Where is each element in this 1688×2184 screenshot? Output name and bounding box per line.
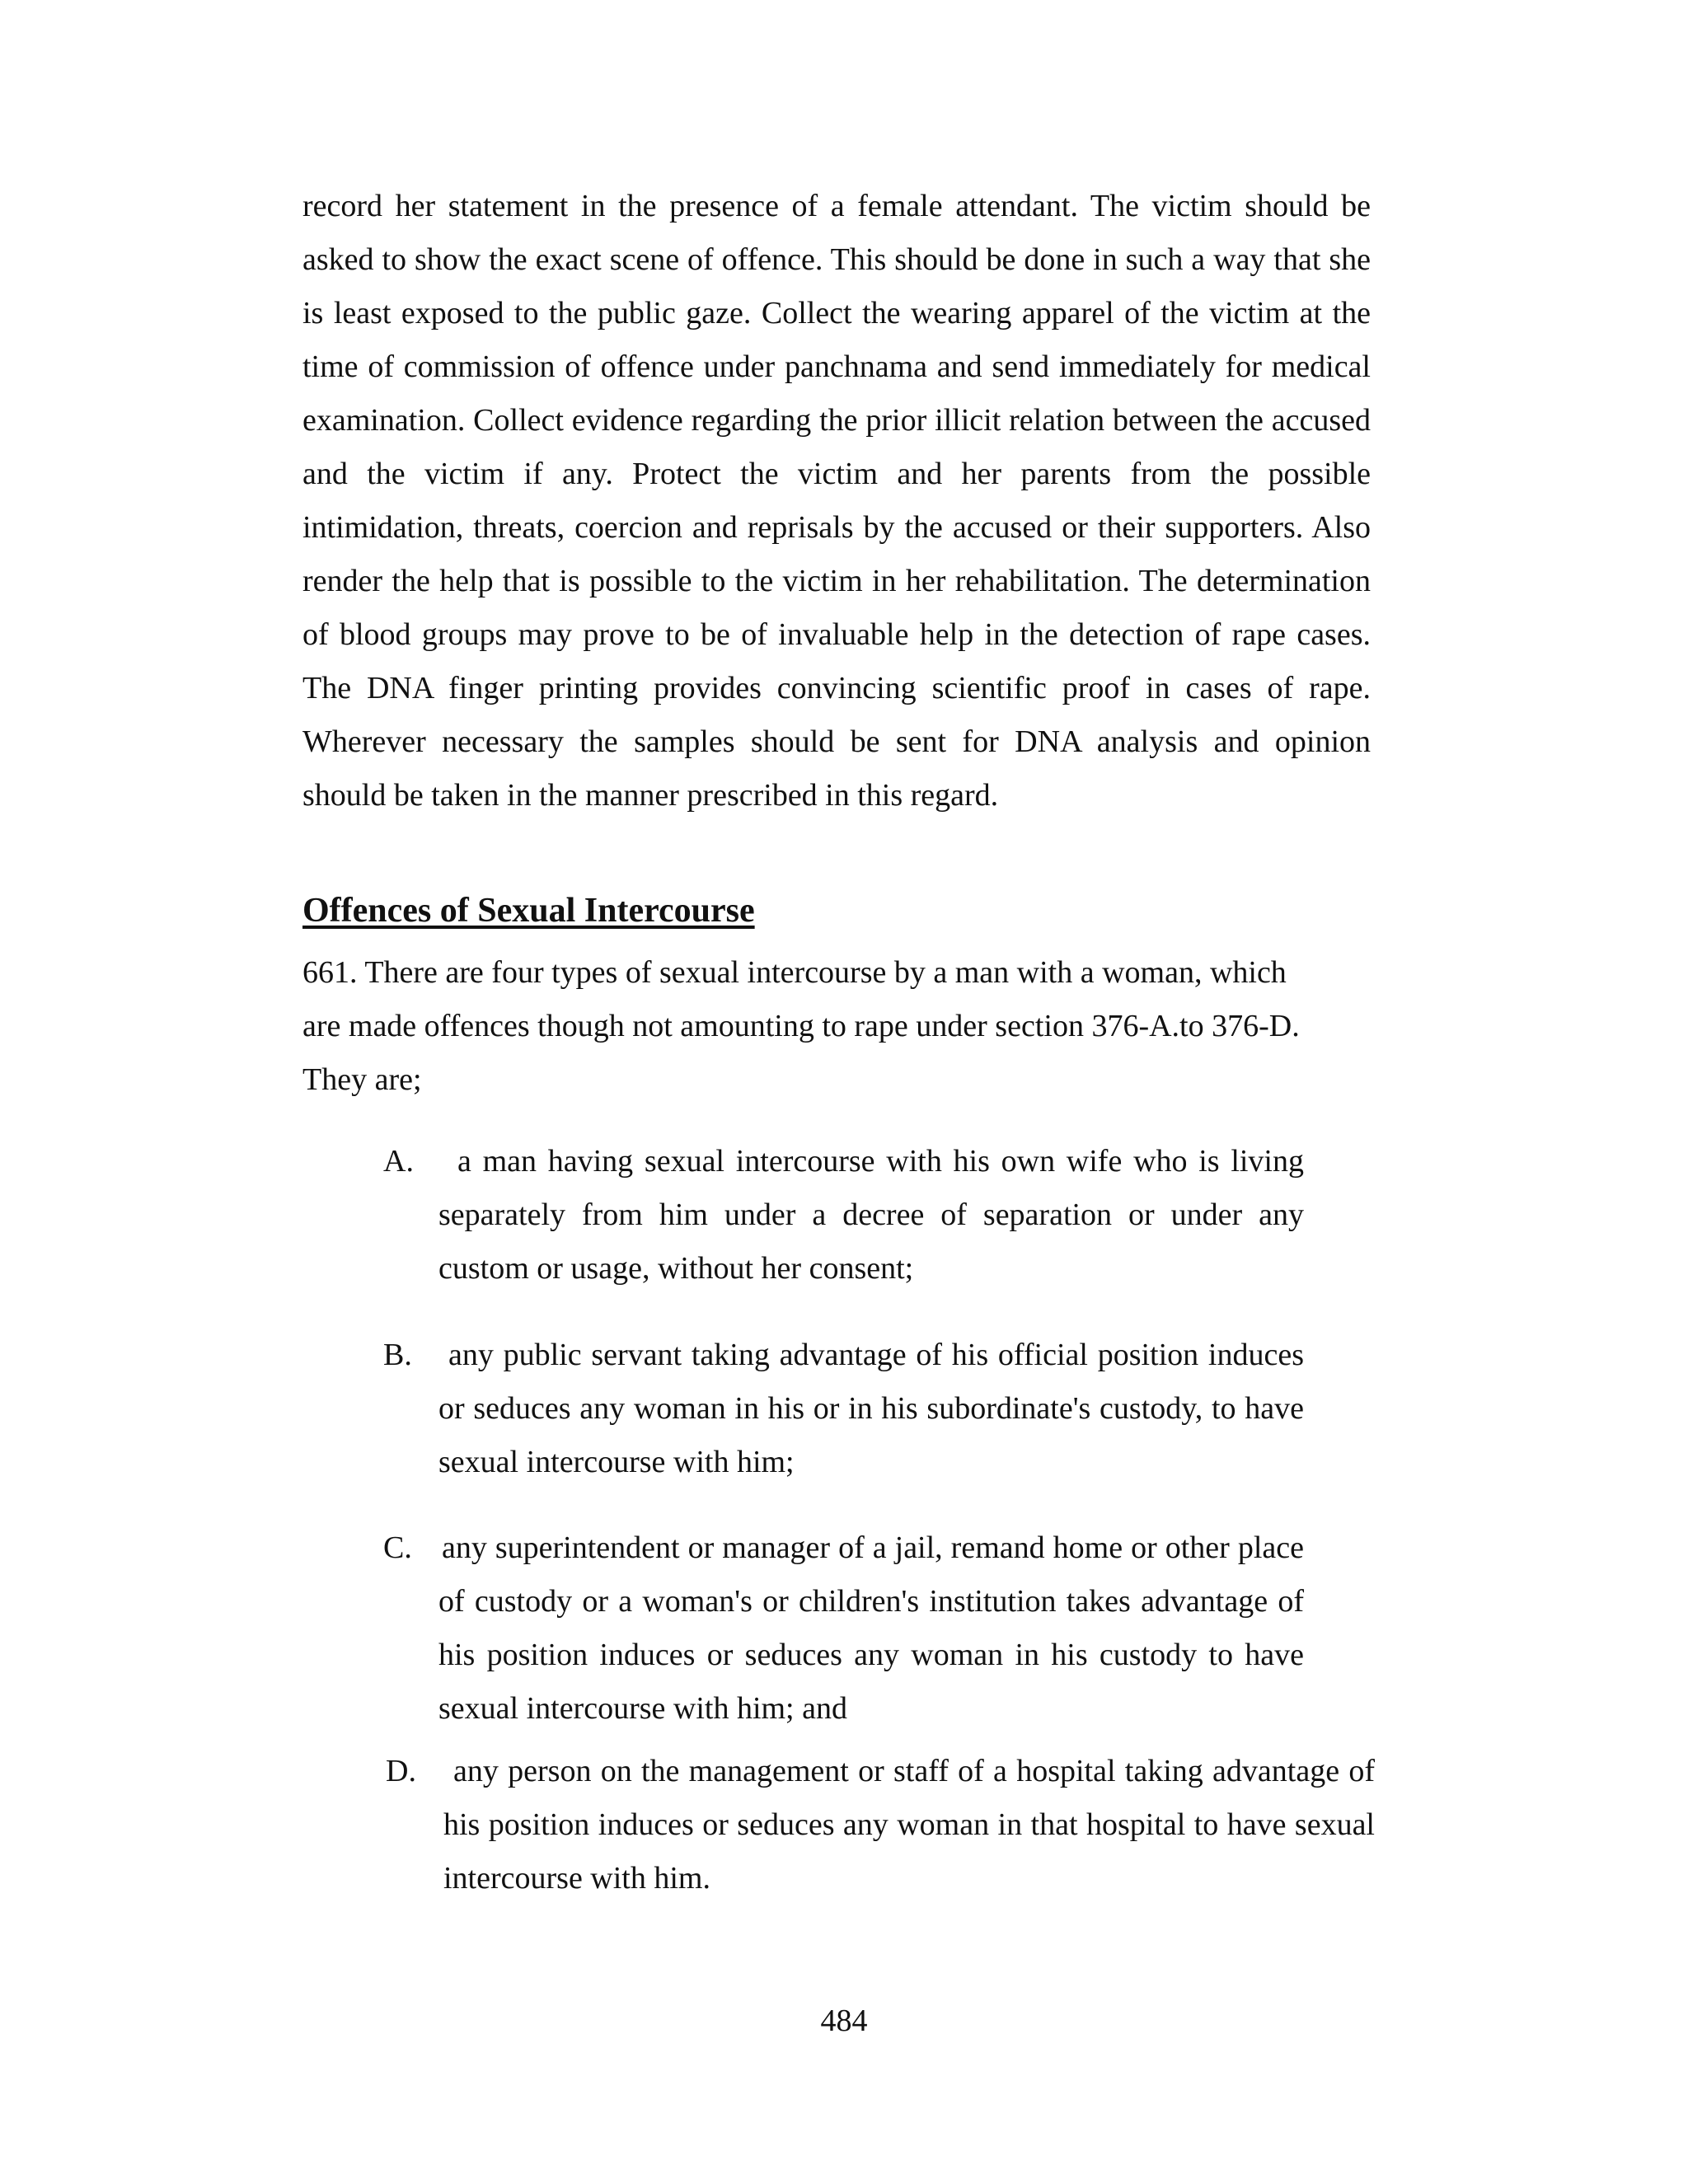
- list-item-b: [383, 1329, 1306, 1493]
- list-item-text: a man having sexual intercourse with his own wife who is living separately from him under a decree of separation or under any custom or usage, without her consent;: [438, 1144, 1304, 1286]
- page-number: 484: [820, 2004, 868, 2038]
- list-item-text: any superintendent or manager of a jail, remand home or other place of custody or a woman's or children's institution takes advantage of his position induces or seduces any woman in his custody to have sexual intercourse with him; and: [438, 1530, 1304, 1726]
- list-marker: C.: [383, 1530, 412, 1565]
- list-marker: A.: [383, 1144, 414, 1179]
- section-heading: Offences of Sexual Intercourse: [302, 892, 755, 930]
- list-item-text: any public servant taking advantage of his official position induces or seduces any woman in his or in his subordinate's custody, to have sexual intercourse with him;: [438, 1338, 1304, 1479]
- list-marker: D.: [386, 1754, 416, 1788]
- intro-paragraph: 661. There are four types of sexual intercourse by a man with a woman, which are made offences though not amounting to rape under section 376-A.to 376-D. They are;: [302, 955, 1300, 1097]
- list-item-d: [386, 1745, 1375, 1910]
- list-marker: B.: [383, 1338, 412, 1372]
- continuation-paragraph: record her statement in the presence of a female attendant. The victim should be asked to show the exact scene of offence. This should be done in such a way that she is least exposed to the public gaze. Collect the wearing apparel of the victim at the time of commission of offence under panchnama and send immediately for medical examination. Collect evidence regarding the prior illicit relation between the accused and the victim if any. Protect the victim and her parents from the possible intimidation, threats, coercion and reprisals by the accused or their supporters. Also render the help that is possible to the victim in her rehabilitation. The determination of blood groups may prove to be of invaluable help in the detection of rape cases. The DNA finger printing provides convincing scientific proof in cases of rape. Wherever necessary the samples should be sent for DNA analysis and opinion should be taken in the manner prescribed in this regard.: [302, 189, 1371, 813]
- list-item-c: [383, 1521, 1306, 1736]
- list-item-a: [383, 1135, 1306, 1300]
- list-item-text: any person on the management or staff of a hospital taking advantage of his position induces or seduces any woman in that hospital to have sexual intercourse with him.: [443, 1754, 1375, 1896]
